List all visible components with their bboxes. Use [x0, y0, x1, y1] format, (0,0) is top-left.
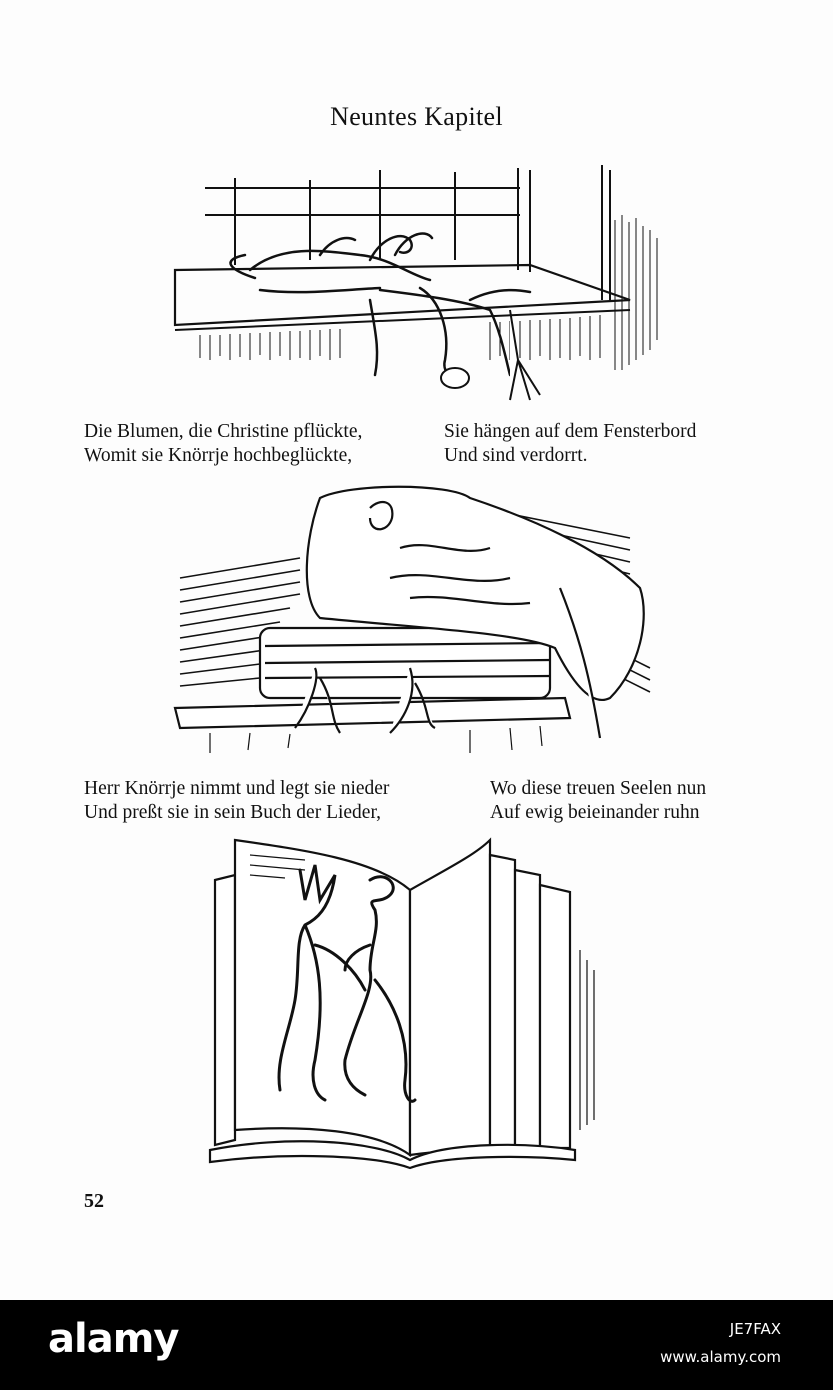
- image-id: JE7FAX: [729, 1320, 781, 1338]
- windowsill-illustration: [170, 160, 670, 410]
- site-url: www.alamy.com: [660, 1348, 781, 1366]
- alamy-logo: alamy: [48, 1316, 179, 1362]
- verse-line: Auf ewig beieinander ruhn: [490, 802, 700, 823]
- verse-line: Sie hängen auf dem Fensterbord: [444, 421, 697, 442]
- verse-line: Und sind verdorrt.: [444, 445, 588, 466]
- verse-line: Womit sie Knörrje hochbeglückte,: [84, 445, 353, 466]
- open-book-illustration: [205, 830, 605, 1170]
- page-number: 52: [84, 1190, 104, 1212]
- verse-line: Wo diese treuen Seelen nun: [490, 778, 707, 799]
- stanza-1-right: [444, 420, 696, 468]
- stanza-1-left: [84, 420, 362, 468]
- pressing-book-illustration: [170, 478, 660, 768]
- verse-line: Herr Knörrje nimmt und legt sie nieder: [84, 778, 390, 799]
- stanza-2-right: [490, 777, 706, 825]
- verse-line: Und preßt sie in sein Buch der Lieder,: [84, 802, 382, 823]
- verse-line: Die Blumen, die Christine pflückte,: [84, 421, 363, 442]
- stanza-2-left: [84, 777, 389, 825]
- stock-footer-bar: [0, 1300, 833, 1390]
- chapter-title: Neuntes Kapitel: [330, 102, 503, 131]
